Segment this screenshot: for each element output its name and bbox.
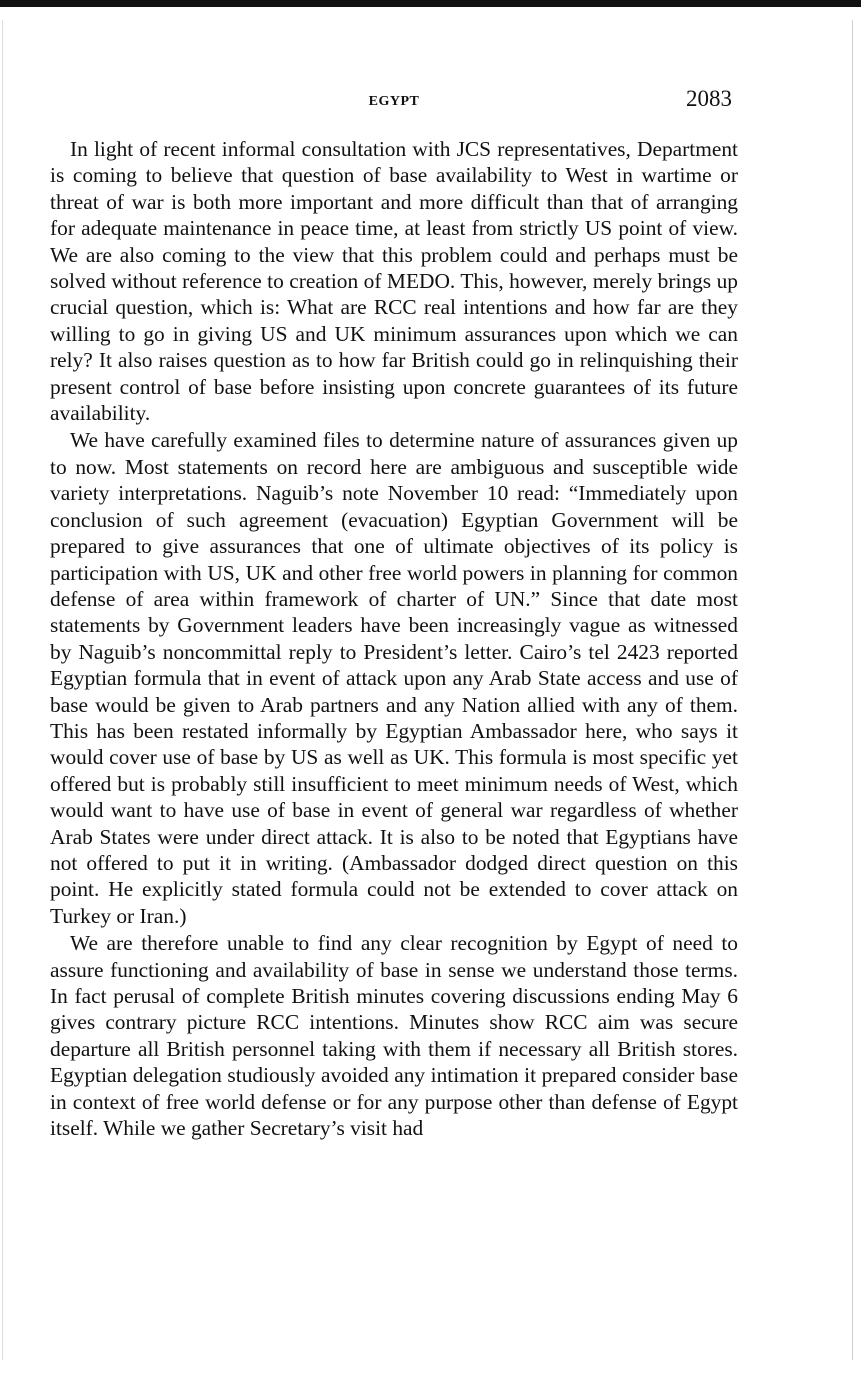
page-number: 2083 — [686, 86, 732, 111]
paragraph-assurances-examined: We have carefully examined files to determine nature of assurances given up to now. Most statements on record here are ambiguous and susceptible wide variety interpretations. Naguib’s note November 10 read: “Immediately upon conclusion of such agreement (evacuation) Egyptian Government will be prepared to give assurances that one of ultimate objectives of its policy is participation with US, UK and other free world powers in planning for common defense of area within framework of charter of UN.” Since that date most statements by Government leaders have been increasingly vague as witnessed by Naguib’s noncommittal reply to President’s letter. Cairo’s tel 2423 reported Egyptian formula that in event of attack upon any Arab State access and use of base would be given to Arab partners and any Nation allied with any of them. This has been restated informally by Egyptian Ambassador here, who says it would cover use of base by US as well as UK. This formula is most specific yet offered but is probably still insufficient to meet minimum needs of West, which would want to have use of base in event of general war regardless of whether Arab States were under direct attack. It is also to be noted that Egyptians have not offered to put it in writing. (Ambassador dodged direct question on this point. He explicitly stated formula could not be extended to cover attack on Turkey or Iran.) — [50, 428, 738, 928]
document-body — [50, 136, 738, 1142]
running-head: EGYPT — [368, 94, 420, 109]
page-right-edge — [852, 20, 853, 1360]
page-header — [52, 86, 736, 116]
paragraph-no-clear-recognition: We are therefore unable to find any clear recognition by Egypt of need to assure functioning and availability of base in sense we understand those terms. In fact perusal of complete British minutes covering discussions ending May 6 gives contrary picture RCC intentions. Minutes show RCC aim was secure departure all British personnel taking with them if necessary all British stores. Egyptian delegation studiously avoided any intimation it prepared consider base in context of free world defense or for any purpose other than defense of Egypt itself. While we gather Secretary’s visit had — [50, 931, 738, 1141]
page-top-border — [0, 0, 861, 7]
page-left-edge — [2, 20, 3, 1360]
paragraph-base-availability: In light of recent informal consultation with JCS representatives, Department is coming to believe that question of base availability to West in wartime or threat of war is both more important and more difficult than that of arranging for adequate maintenance in peace time, at least from strictly US point of view. We are also coming to the view that this problem could and perhaps must be solved without reference to creation of MEDO. This, however, merely brings up crucial question, which is: What are RCC real intentions and how far are they willing to go in giving US and UK minimum assurances upon which we can rely? It also raises question as to how far British could go in relinquishing their present control of base before insisting upon concrete guarantees of its future availability. — [50, 137, 738, 426]
